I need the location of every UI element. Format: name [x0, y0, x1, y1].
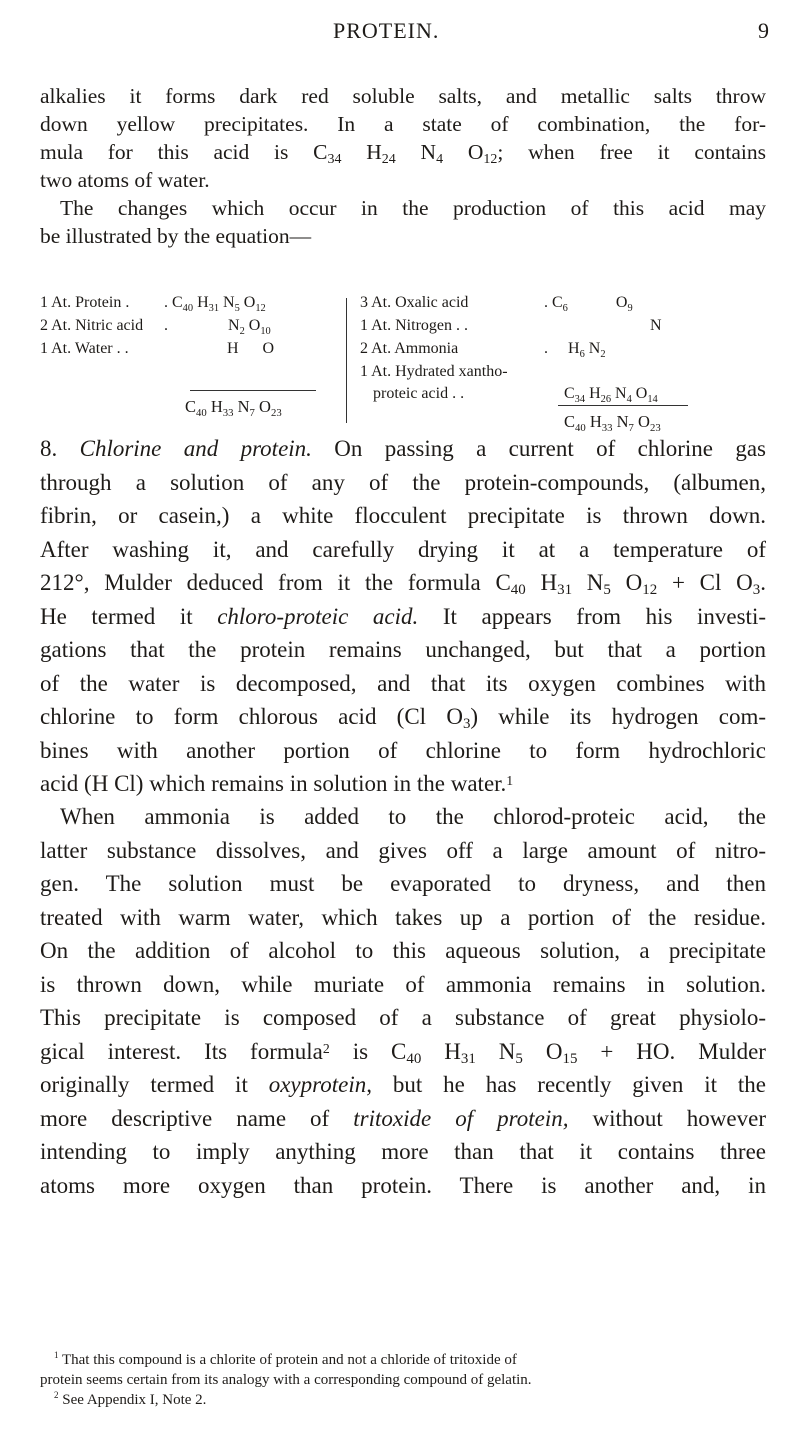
text-line: treated with warm water, which takes up a portion of the residue.: [40, 904, 766, 930]
text-line: two atoms of water.: [40, 168, 210, 192]
eq-left-formula: H O: [227, 340, 275, 357]
reaction-equation-table: [40, 294, 766, 434]
text-line: originally termed it oxyprotein, but he has recently given it the: [40, 1072, 766, 1097]
section-heading-line: 8. Chlorine and protein. On passing a current of chlorine gas: [40, 436, 766, 461]
text-line: alkalies it forms dark red soluble salts, and metallic salts throw: [40, 84, 766, 108]
eq-left-formula: . $C_{40}$ $H_{31}$ $N_5$ $O_{12}$: [164, 294, 266, 314]
eq-right-sum: $C_{40}$ $H_{33}$ $N_7$ $O_{23}$: [564, 412, 661, 434]
paragraph-ammonia: [40, 800, 766, 1202]
text-line: chlorine to form chlorous acid (Cl $O_3$) while its hydrogen com-: [40, 704, 766, 732]
running-title: PROTEIN.: [333, 18, 440, 43]
eq-right-name: 3 At. Oxalic acid: [360, 294, 469, 311]
column-divider: [346, 298, 347, 423]
text-line: be illustrated by the equation—: [40, 224, 312, 248]
section-chlorine-and-protein: [40, 432, 766, 801]
text-line: gations that the protein remains unchanged, but that a portion: [40, 637, 766, 662]
eq-left-name: 1 At. Protein .: [40, 294, 130, 311]
text-line: more descriptive name of tritoxide of protein, without however: [40, 1105, 766, 1131]
text-line: The changes which occur in the production of this acid may: [60, 196, 766, 220]
eq-right-name: 1 At. Nitrogen . .: [360, 317, 468, 334]
text-line: down yellow precipitates. In a state of combination, the for-: [40, 112, 766, 136]
eq-right-formula: N: [650, 317, 662, 334]
section-number: 8.: [40, 436, 58, 461]
text-line-formula: 212°, Mulder deduced from it the formula $C_{40}$ $H_{31}$ $N_5$ $O_{12} + Cl$ $O_3$.: [40, 570, 766, 598]
eq-left-sum: $C_{40}$ $H_{33}$ $N_7$ $O_{23}$: [185, 397, 282, 419]
eq-left-name: 2 At. Nitric acid: [40, 317, 144, 334]
text-line: latter substance dissolves, and gives off a large amount of nitro-: [40, 837, 766, 863]
text-line-formula: mula for this acid is $C_{34}$ $H_{24}$ $N_4$ $O_{12}$; when free it contains: [40, 140, 766, 166]
eq-left-formula: . $N_2$ $O_{10}$: [164, 317, 271, 337]
text-line: When ammonia is added to the chlorod-proteic acid, the: [60, 804, 766, 829]
text-line: gen. The solution must be evaporated to dryness, and then: [40, 871, 766, 896]
text-line: This precipitate is composed of a substance of great physiolo-: [40, 1005, 766, 1030]
running-head: [0, 18, 800, 48]
text-line: atoms more oxygen than protein. There is another and, in: [40, 1172, 766, 1198]
footnote-1: $^1$ That this compound is a chlorite of protein and not a chloride of tritoxide of: [54, 1350, 517, 1368]
text-line: through a solution of any of the protein-compounds, (albumen,: [40, 469, 766, 495]
text-line: After washing it, and carefully drying it at a temperature of: [40, 536, 766, 562]
text-line: bines with another portion of chlorine to form hydrochloric: [40, 737, 766, 763]
eq-right-formula: . $H_6$ $N_2$: [544, 340, 606, 360]
section-title: Chlorine and protein.: [79, 436, 312, 461]
eq-right-formula: . $C_6$ $O_9$: [544, 294, 633, 314]
sum-rule: [558, 405, 688, 406]
text-line: fibrin, or casein,) a white flocculent precipitate is thrown down.: [40, 503, 766, 528]
text-line-formula: gical interest. Its formula$^2$ is $C_{40}$ $H_{31}$ $N_5$ $O_{15}$ + HO. Mulder: [40, 1038, 766, 1067]
eq-left-name: 1 At. Water . .: [40, 340, 129, 357]
paragraph-intro: [40, 82, 766, 250]
sum-rule: [190, 390, 316, 391]
eq-right-name: proteic acid . .: [373, 385, 465, 402]
text-line: acid (H Cl) which remains in solution in the water.$^1$: [40, 771, 514, 796]
page-number: 9: [758, 18, 770, 43]
footnote-ref: 2: [322, 1040, 330, 1056]
footnote-ref: 1: [506, 773, 514, 788]
footnote-1-cont: protein seems certain from its analogy with a corresponding compound of gelatin.: [40, 1372, 532, 1388]
footnote-2: $^2$ See Appendix I, Note 2.: [54, 1390, 207, 1408]
eq-right-name: 2 At. Ammonia: [360, 340, 459, 357]
text-line: intending to imply anything more than that it contains three: [40, 1139, 766, 1164]
footnotes: [40, 1350, 766, 1410]
text-line: of the water is decomposed, and that its oxygen combines with: [40, 670, 766, 696]
eq-right-formula: $C_{34}$ $H_{26}$ $N_4$ $O_{14}$: [564, 385, 658, 405]
text-line: On the addition of alcohol to this aqueous solution, a precipitate: [40, 938, 766, 963]
text-line: He termed it chloro-proteic acid. It appears from his investi-: [40, 603, 766, 629]
text-line: is thrown down, while muriate of ammonia remains in solution.: [40, 971, 766, 997]
eq-right-name: 1 At. Hydrated xantho-: [360, 363, 508, 380]
